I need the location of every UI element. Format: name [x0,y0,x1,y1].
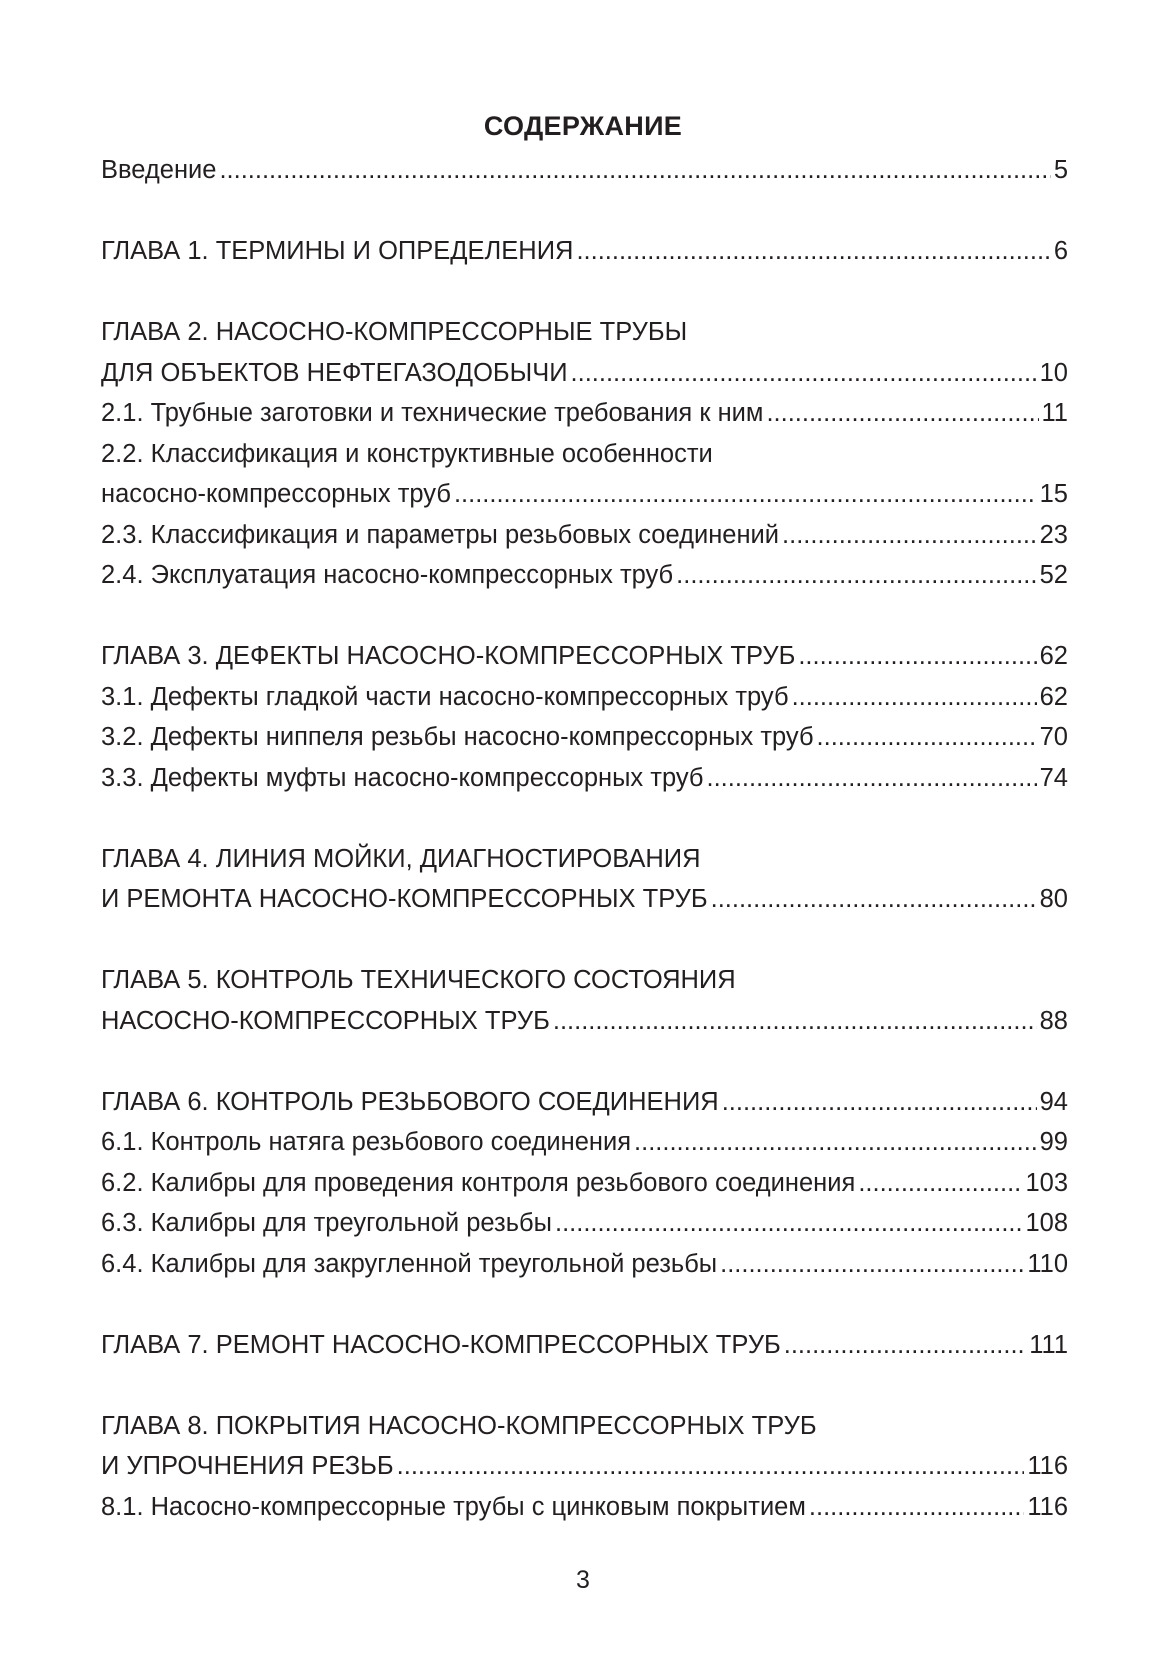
toc-entry-line [101,555,1068,596]
dot-leader [858,1163,1022,1204]
dot-leader [711,879,1037,920]
toc-entry-page-number: 116 [1027,1492,1068,1521]
toc-entry-line [101,393,1068,434]
toc-entry-title: 3.2. Дефекты ниппеля резьбы насосно-компрессорных труб [101,723,814,751]
page-number: 3 [576,1566,590,1594]
toc-entry-title: 3.3. Дефекты муфты насосно-компрессорных труб [101,763,704,792]
toc-entry-page-number: 15 [1039,480,1068,508]
toc-entry-line [101,1487,1068,1528]
toc-entry-line [101,515,1068,556]
dot-leader [809,1487,1024,1528]
toc-entry-title: ГЛАВА 7. РЕМОНТ НАСОСНО-КОМПРЕССОРНЫХ ТРУБ [101,1330,781,1359]
toc-entry[interactable] [101,1163,1068,1204]
toc-entry-line [101,474,1068,515]
toc-entry-title: ГЛАВА 3. ДЕФЕКТЫ НАСОСНО-КОМПРЕССОРНЫХ ТРУБ [101,642,796,670]
section-gap [101,920,1068,961]
toc-entry-page-number: 99 [1039,1128,1068,1156]
dot-leader [555,1203,1022,1244]
toc-entry-title: ГЛАВА 1. ТЕРМИНЫ И ОПРЕДЕЛЕНИЯ [101,237,574,265]
toc-entry[interactable] [101,393,1068,434]
toc-entry-title: И РЕМОНТА НАСОСНО-КОМПРЕССОРНЫХ ТРУБ [101,885,708,913]
dot-leader [707,758,1037,799]
section-gap [101,272,1068,313]
toc-entry-title: Введение [101,156,217,184]
toc-entry-title: насосно-компрессорных труб [101,480,451,508]
dot-leader [784,1325,1026,1366]
toc-entry-line [101,677,1068,718]
toc-entry-line [101,758,1068,799]
toc-entry-page-number: 94 [1039,1087,1068,1116]
dot-leader [722,1082,1037,1123]
toc-entry-page-number: 70 [1039,723,1068,751]
dot-leader [766,393,1038,434]
table-of-contents [101,150,1068,1527]
toc-entry-line [101,1244,1068,1285]
toc-entry-line [101,150,1068,191]
toc-entry-line [101,1163,1068,1204]
toc-entry-page-number: 6 [1053,237,1068,265]
toc-entry[interactable] [101,839,1068,920]
toc-entry-title: 6.4. Калибры для закругленной треугольной резьбы [101,1249,718,1278]
toc-entry-page-number: 23 [1039,520,1068,549]
toc-entry-heading-line: ГЛАВА 8. ПОКРЫТИЯ НАСОСНО-КОМПРЕССОРНЫХ ТРУБ [101,1411,817,1440]
toc-entry-heading-line: 2.2. Классификация и конструктивные особенности [101,439,713,468]
toc-entry-page-number: 52 [1039,561,1068,589]
toc-entry[interactable] [101,555,1068,596]
toc-entry-page-number: 103 [1025,1168,1068,1197]
toc-entry[interactable] [101,1325,1068,1366]
toc-entry[interactable] [101,434,1068,515]
toc-entry[interactable] [101,758,1068,799]
toc-entry[interactable] [101,231,1068,272]
toc-entry-page-number: 11 [1041,399,1068,427]
toc-entry-line [101,1446,1068,1487]
toc-entry-page-number: 110 [1027,1249,1068,1278]
toc-entry-line [101,1001,1068,1042]
toc-entry-line [101,1082,1068,1123]
toc-entry[interactable] [101,312,1068,393]
section-gap [101,596,1068,637]
toc-entry-title: 3.1. Дефекты гладкой части насосно-компрессорных труб [101,682,789,711]
toc-entry-title: И УПРОЧНЕНИЯ РЕЗЬБ [101,1452,394,1480]
toc-entry-title: ГЛАВА 6. КОНТРОЛЬ РЕЗЬБОВОГО СОЕДИНЕНИЯ [101,1087,719,1116]
toc-entry[interactable] [101,717,1068,758]
toc-entry-title: 2.3. Классификация и параметры резьбовых соединений [101,520,780,549]
toc-entry-line [101,1122,1068,1163]
toc-entry[interactable] [101,636,1068,677]
toc-entry[interactable] [101,960,1068,1041]
toc-entry-page-number: 5 [1053,156,1068,184]
toc-entry-page-number: 62 [1039,682,1068,711]
dot-leader [782,515,1037,556]
toc-entry[interactable] [101,677,1068,718]
toc-entry-page-number: 111 [1029,1330,1068,1359]
dot-leader [397,1446,1025,1487]
toc-entry-title: 6.1. Контроль натяга резьбового соединения [101,1128,632,1156]
toc-entry-page-number: 74 [1039,763,1068,792]
toc-entry-page-number: 108 [1025,1209,1068,1237]
toc-entry-heading-line: ГЛАВА 4. ЛИНИЯ МОЙКИ, ДИАГНОСТИРОВАНИЯ [101,844,701,873]
toc-entry[interactable] [101,1406,1068,1487]
toc-entry[interactable] [101,1244,1068,1285]
toc-entry-line [101,1203,1068,1244]
dot-leader [553,1001,1037,1042]
toc-entry-title: 6.2. Калибры для проведения контроля резьбового соединения [101,1168,856,1197]
toc-entry[interactable] [101,1487,1068,1528]
section-gap [101,1041,1068,1082]
dot-leader [676,555,1036,596]
toc-entry-title: НАСОСНО-КОМПРЕССОРНЫХ ТРУБ [101,1006,550,1035]
toc-entry[interactable] [101,1122,1068,1163]
toc-entry[interactable] [101,515,1068,556]
toc-entry-heading-line: ГЛАВА 2. НАСОСНО-КОМПРЕССОРНЫЕ ТРУБЫ [101,318,688,346]
toc-entry-line [101,231,1068,272]
toc-entry-line [101,636,1068,677]
section-gap [101,1284,1068,1325]
toc-entry-title: 6.3. Калибры для треугольной резьбы [101,1209,552,1237]
toc-entry-title: 2.4. Эксплуатация насосно-компрессорных труб [101,561,674,589]
toc-entry-heading-line: ГЛАВА 5. КОНТРОЛЬ ТЕХНИЧЕСКОГО СОСТОЯНИЯ [101,966,736,994]
toc-entry-line [101,879,1068,920]
toc-entry-title: ДЛЯ ОБЪЕКТОВ НЕФТЕГАЗОДОБЫЧИ [101,358,568,387]
dot-leader [219,150,1050,191]
toc-entry-line [101,717,1068,758]
toc-entry-page-number: 62 [1039,642,1068,670]
page-title: СОДЕРЖАНИЕ [483,111,683,141]
dot-leader [817,717,1037,758]
toc-entry-page-number: 88 [1039,1006,1068,1035]
dot-leader [720,1244,1024,1285]
dot-leader [454,474,1037,515]
toc-entry-page-number: 80 [1039,885,1068,913]
toc-entry-line [101,1325,1068,1366]
dot-leader [634,1122,1037,1163]
toc-entry-page-number: 116 [1027,1452,1068,1480]
dot-leader [798,636,1036,677]
section-gap [101,1365,1068,1406]
toc-entry-title: 8.1. Насосно-компрессорные трубы с цинковым покрытием [101,1492,806,1521]
section-gap [101,191,1068,232]
toc-entry-line [101,353,1068,394]
dot-leader [576,231,1050,272]
toc-entry[interactable] [101,1082,1068,1123]
toc-entry[interactable] [101,150,1068,191]
toc-entry-title: 2.1. Трубные заготовки и технические требования к ним [101,399,764,427]
dot-leader [571,353,1037,394]
toc-entry-page-number: 10 [1039,358,1068,387]
dot-leader [792,677,1037,718]
toc-entry[interactable] [101,1203,1068,1244]
section-gap [101,798,1068,839]
